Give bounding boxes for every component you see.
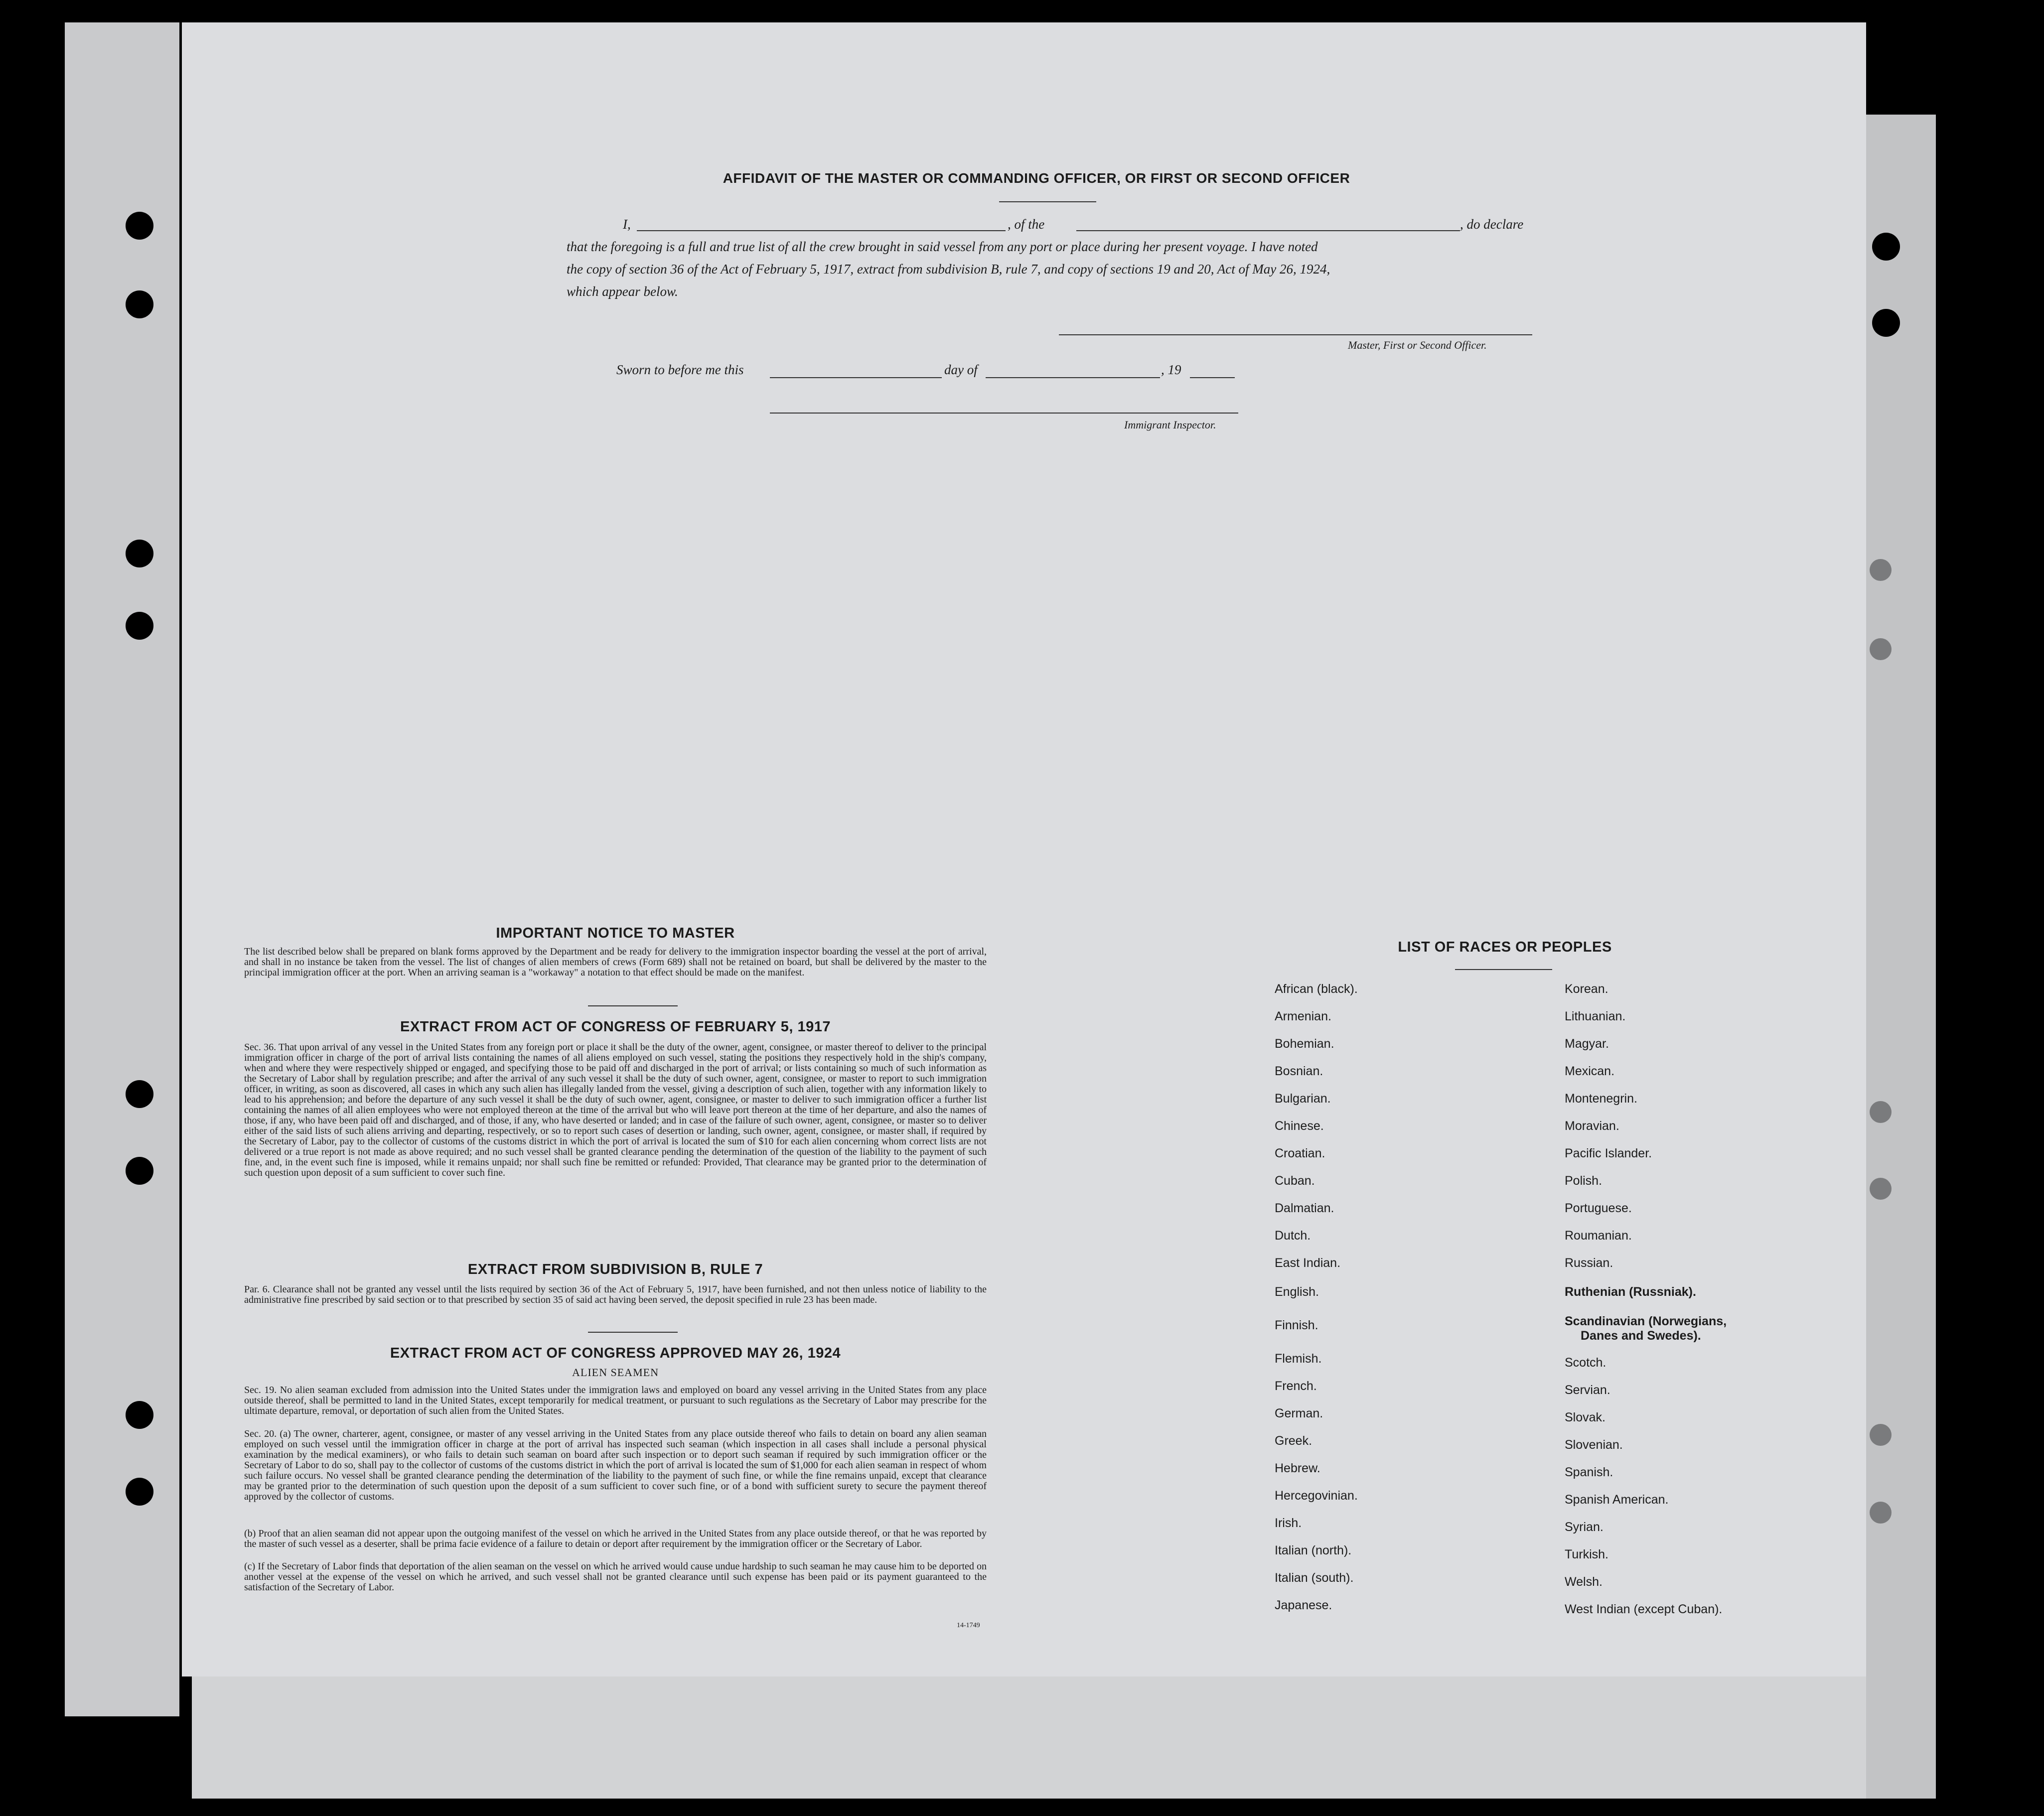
punch-hole xyxy=(1870,1178,1892,1200)
punch-hole xyxy=(126,290,153,318)
punch-hole xyxy=(126,212,153,240)
punch-hole xyxy=(1870,638,1892,660)
notice-text: The list described below shall be prepared on blank forms approved by the Department and be ready for delivery to the immigration inspector boarding the vessel at the port of arrival, and shall in no instance be taken from the vessel. The list of changes of alien members of crews (Form 689) shall not be retained on board, but shall be delivered by the master to the principal immigration officer at the port. When an arriving seaman is a "workaway" a notation to that effect should be made on the manifest. xyxy=(244,946,987,978)
sworn-prefix: Sworn to before me this xyxy=(616,362,744,377)
sworn-year-blank xyxy=(1190,377,1235,378)
affidavit-do-declare: , do declare xyxy=(1460,217,1524,232)
race-item: Hercegovinian. xyxy=(1275,1489,1358,1503)
race-item: Dutch. xyxy=(1275,1229,1311,1243)
race-item: Portuguese. xyxy=(1565,1201,1632,1215)
divider xyxy=(588,1332,678,1333)
extract-rule7-text: Par. 6. Clearance shall not be granted any vessel until the lists required by section 36 of the Act of February 5, 1917, have been furnished, and not then unless notice of liability to the administrative fine prescribed by said section or to that prescribed by section 35 of said act having been served, the deposit specified in rule 23 has been made. xyxy=(244,1284,987,1305)
extract-1924-sec20a: Sec. 20. (a) The owner, charterer, agent, consignee, or master of any vessel arriving in the United States from any place outside thereof who fails to detain on board any alien seaman employed on such vessel until the immigration officer in charge at the port of arrival has inspected such seaman (which inspection in all cases shall include a personal physical examination by the medical examiners), or who fails to detain such seaman on board after such inspection or to deport such seaman if required by such immigration officer or the Secretary of Labor to do so, shall pay to the collector of customs of the customs district in which the port of arrival is located the sum of $1,000 for each alien seaman in respect of whom such failure occurs. No vessel shall be granted clearance pending the determination of the liability to the payment of such fine, or while the fine remains unpaid, except that clearance may be granted prior to the determination of such question upon the deposit of a sum sufficient to cover such fine, or of a bond with sufficient surety to secure the payment thereof approved by the collector of customs. xyxy=(244,1428,987,1502)
affidavit-para-3: which appear below. xyxy=(567,284,678,299)
affidavit-i: I, xyxy=(623,217,631,232)
race-item: Turkish. xyxy=(1565,1547,1608,1561)
race-item: Bosnian. xyxy=(1275,1064,1323,1078)
punch-hole xyxy=(1870,1502,1892,1524)
race-item: Croatian. xyxy=(1275,1146,1325,1160)
race-item: Spanish American. xyxy=(1565,1493,1669,1507)
race-item: Welsh. xyxy=(1565,1575,1603,1589)
form-number: 14-1749 xyxy=(957,1622,980,1629)
divider xyxy=(1455,969,1552,970)
affidavit-of-the: , of the xyxy=(1008,217,1045,232)
race-item: Ruthenian (Russniak). xyxy=(1565,1285,1696,1299)
punch-hole xyxy=(126,612,153,640)
race-item: Bulgarian. xyxy=(1275,1092,1331,1106)
name-blank xyxy=(637,230,1006,231)
race-item: Mexican. xyxy=(1565,1064,1615,1078)
race-item: Japanese. xyxy=(1275,1598,1332,1612)
race-item: Irish. xyxy=(1275,1516,1302,1530)
extract-1924-subtitle: ALIEN SEAMEN xyxy=(572,1366,659,1379)
affidavit-para-2: the copy of section 36 of the Act of February 5, 1917, extract from subdivision B, rule 7, and copy of sections 19 and 20, Act of May 26, 1924, xyxy=(567,262,1330,277)
inspector-line xyxy=(770,413,1238,414)
race-item: English. xyxy=(1275,1285,1319,1299)
races-title: LIST OF RACES OR PEOPLES xyxy=(1398,939,1612,955)
race-item: German. xyxy=(1275,1406,1323,1420)
extract-1924-title: EXTRACT FROM ACT OF CONGRESS APPROVED MAY 26, 1924 xyxy=(390,1345,841,1361)
race-item: Polish. xyxy=(1565,1174,1603,1188)
race-item: Armenian. xyxy=(1275,1009,1331,1023)
affidavit-title: AFFIDAVIT OF THE MASTER OR COMMANDING OFFICER, OR FIRST OR SECOND OFFICER xyxy=(723,170,1350,186)
left-sheet-edge xyxy=(65,22,179,1716)
extract-1924-sec19: Sec. 19. No alien seaman excluded from admission into the United States under the immigration laws and employed on board any vessel arriving in the United States from any place outside thereof, shall be permitted to land in the United States, except temporarily for medical treatment, or pursuant to such regulations as the Secretary of Labor may prescribe for the ultimate departure, removal, or deportation of such alien from the United States. xyxy=(244,1385,987,1416)
race-item: East Indian. xyxy=(1275,1256,1341,1270)
extract-1924-sec20c: (c) If the Secretary of Labor finds that deportation of the alien seaman on the vessel on which he arrived would cause undue hardship to such seaman he may cause him to be deported on another vessel at the expense of the vessel on which he arrived, and such vessel shall not be granted clearance until such expense has been paid or its payment guaranteed to the satisfaction of the Secretary of Labor. xyxy=(244,1561,987,1593)
punch-hole xyxy=(1870,1424,1892,1446)
divider xyxy=(999,201,1096,202)
sworn-month-blank xyxy=(986,377,1160,378)
extract-1924-sec20b: (b) Proof that an alien seaman did not appear upon the outgoing manifest of the vessel on which he arrived in the United States from any place outside thereof, or that he was reported by the master of such vessel as a deserter, shall be prima facie evidence of a failure to detain or deport after requirement by the immigration officer or the Secretary of Labor. xyxy=(244,1528,987,1549)
vessel-blank xyxy=(1076,230,1460,231)
race-item: Syrian. xyxy=(1565,1520,1604,1534)
race-item: Greek. xyxy=(1275,1434,1313,1448)
affidavit-para-1: that the foregoing is a full and true list of all the crew brought in said vessel from any port or place during her present voyage. I have noted xyxy=(567,239,1318,254)
signature-label: Master, First or Second Officer. xyxy=(1348,339,1487,351)
race-item: Pacific Islander. xyxy=(1565,1146,1652,1160)
race-item: Bohemian. xyxy=(1275,1037,1334,1051)
inspector-label: Immigrant Inspector. xyxy=(1124,419,1216,431)
race-item: Magyar. xyxy=(1565,1037,1609,1051)
race-item: Finnish. xyxy=(1275,1318,1318,1332)
race-item: Cuban. xyxy=(1275,1174,1315,1188)
race-item: Italian (south). xyxy=(1275,1571,1354,1585)
punch-hole xyxy=(126,1157,153,1185)
race-item: French. xyxy=(1275,1379,1317,1393)
race-item: African (black). xyxy=(1275,982,1358,996)
race-item: Danes and Swedes). xyxy=(1581,1329,1701,1343)
race-item: Servian. xyxy=(1565,1383,1610,1397)
extract-1917-title: EXTRACT FROM ACT OF CONGRESS OF FEBRUARY 5, 1917 xyxy=(400,1019,831,1035)
race-item: Montenegrin. xyxy=(1565,1092,1637,1106)
race-item: West Indian (except Cuban). xyxy=(1565,1602,1723,1616)
race-item: Roumanian. xyxy=(1565,1229,1632,1243)
race-item: Scotch. xyxy=(1565,1356,1606,1370)
extract-1917-text: Sec. 36. That upon arrival of any vessel in the United States from any foreign port or place it shall be the duty of the owner, agent, consignee, or master thereof to deliver to the principal immigration officer in charge of the port of arrival lists containing the names of all aliens employed on such vessel, stating the positions they respectively hold in the ship's company, when and where they were respectively shipped or engaged, and specifying those to be paid off and discharged in the port of arrival; or lists containing so much of such information as the Secretary of Labor shall by regulation prescribe; and after the arrival of any such vessel it shall be the duty of such owner, agent, consignee, or master to report to such immigration officer, in writing, as soon as discovered, all cases in which any such alien has illegally landed from the vessel, giving a description of such alien, together with any information likely to lead to his apprehension; and before the departure of any such vessel it shall be the duty of such owner, agent, consignee, or master to deliver to such immigration officer a further list containing the names of all alien employees who were not employed thereon at the time of the arrival but who will leave port thereon at the time of her departure, and also the names of those, if any, who have been paid off and discharged, and of those, if any, who have deserted or landed; and in case of the failure of such owner, agent, consignee, or master so to deliver either of the said lists of such aliens arriving and departing, respectively, or so to report such cases of desertion or landing, such owner, agent, consignee, or master shall, if required by the Secretary of Labor, pay to the collector of customs of the customs district in which the port of arrival is located the sum of $10 for each alien concerning whom correct lists are not delivered or a true report is not made as above required; and no such vessel shall be granted clearance pending the determination of the question of the liability to the payment of such fine, and, in the event such fine is imposed, while it remains unpaid; nor shall such fine be remitted or refunded: Provided, That clearance may be granted prior to the determination of such question upon deposit of a sum sufficient to cover such fine. xyxy=(244,1042,987,1178)
race-item: Italian (north). xyxy=(1275,1543,1352,1557)
punch-hole xyxy=(1872,309,1900,337)
race-item: Russian. xyxy=(1565,1256,1613,1270)
race-item: Slovenian. xyxy=(1565,1438,1623,1452)
extract-rule7-title: EXTRACT FROM SUBDIVISION B, RULE 7 xyxy=(467,1261,763,1277)
race-item: Flemish. xyxy=(1275,1352,1322,1366)
punch-hole xyxy=(126,1080,153,1108)
punch-hole xyxy=(126,1401,153,1429)
race-item: Hebrew. xyxy=(1275,1461,1320,1475)
race-item: Slovak. xyxy=(1565,1410,1606,1424)
race-item: Scandinavian (Norwegians, xyxy=(1565,1314,1727,1328)
punch-hole xyxy=(1872,233,1900,261)
punch-hole xyxy=(126,1478,153,1506)
sworn-year: , 19 xyxy=(1161,362,1181,377)
punch-hole xyxy=(126,540,153,567)
race-item: Korean. xyxy=(1565,982,1608,996)
notice-title: IMPORTANT NOTICE TO MASTER xyxy=(496,925,735,941)
punch-hole xyxy=(1870,559,1892,581)
race-item: Dalmatian. xyxy=(1275,1201,1334,1215)
race-item: Moravian. xyxy=(1565,1119,1619,1133)
right-sheet-edge xyxy=(1866,115,1936,1799)
signature-line xyxy=(1059,334,1532,335)
race-item: Chinese. xyxy=(1275,1119,1324,1133)
race-item: Spanish. xyxy=(1565,1465,1613,1479)
divider xyxy=(588,1005,678,1006)
punch-hole xyxy=(1870,1101,1892,1123)
race-item: Lithuanian. xyxy=(1565,1009,1626,1023)
sworn-day-of: day of xyxy=(944,362,978,377)
sworn-day-blank xyxy=(770,377,942,378)
